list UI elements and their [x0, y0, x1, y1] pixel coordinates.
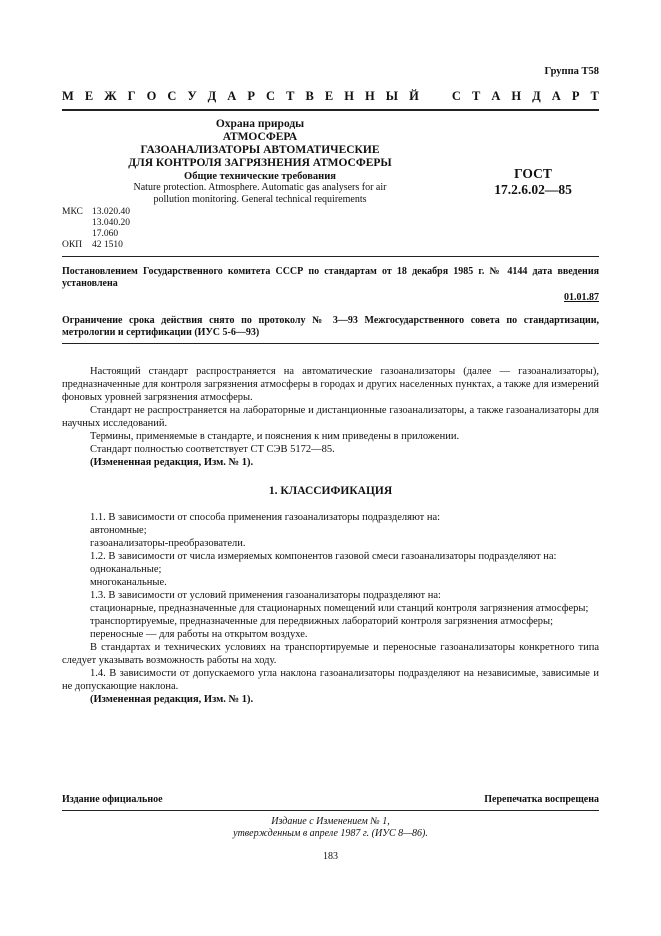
mks-code: 17.060 [92, 229, 119, 239]
group-code: Группа Т58 [544, 66, 599, 77]
banner-letter: Д [532, 89, 541, 103]
header-rule [62, 109, 599, 111]
mks-code: 13.040.20 [92, 218, 130, 228]
clause-item: автономные; [90, 525, 147, 536]
edition-note [62, 816, 599, 840]
clause: 1.3. В зависимости от условий применения газоанализаторы подразделяют на: [90, 590, 441, 601]
banner-letter: В [305, 89, 314, 103]
banner-letter: Ы [385, 89, 399, 103]
mks-label: МКС [62, 207, 83, 217]
banner-letter: Ж [104, 89, 117, 103]
clause-item: стационарные, предназначенные для стационарных помещений или станций контроля загрязнения атмосферы; [90, 603, 589, 614]
banner-letter: Т [286, 89, 295, 103]
edition-line: утвержденным в апреле 1987 г. (ИУС 8—86). [233, 828, 428, 839]
classification-codes [62, 207, 130, 251]
introduction-date: 01.01.87 [564, 292, 599, 303]
banner-letter: Н [511, 89, 522, 103]
gost-designation [458, 166, 608, 198]
banner-letter: У [187, 89, 197, 103]
title-subtitle: Общие технические требования [184, 171, 336, 182]
interstate-standard-banner [62, 89, 599, 104]
official-edition-label: Издание официальное [62, 794, 163, 805]
clause-item: транспортируемые, предназначенные для передвижных лабораторий контроля загрязнения атмосферы; [90, 616, 554, 627]
clause-item: многоканальные. [90, 577, 167, 588]
gost-label: ГОСТ [514, 166, 552, 181]
edition-line: Издание с Изменением № 1, [271, 816, 390, 827]
banner-letter: О [146, 89, 157, 103]
clause-item: газоанализаторы-преобразователи. [90, 538, 246, 549]
intro-paragraph: Стандарт полностью соответствует СТ СЭВ 5172—85. [90, 444, 335, 455]
banner-letter: С [266, 89, 276, 103]
clause: 1.4. В зависимости от допускаемого угла наклона газоанализаторы подразделяют на независимые, зависимые и не допускающие наклона. [62, 668, 599, 692]
banner-letter: Т [590, 89, 599, 103]
clause: 1.1. В зависимости от способа применения газоанализаторы подразделяют на: [90, 512, 441, 523]
english-title-line: Nature protection. Atmosphere. Automatic gas analysers for air [133, 182, 387, 193]
mks-code: 13.020.40 [92, 207, 130, 217]
banner-letter: С [451, 89, 461, 103]
banner-letter: А [227, 89, 237, 103]
footer-rule [62, 810, 599, 811]
decree-text: Постановлением Государственного комитета СССР по стандартам от 18 декабря 1985 г. № 4144 дата введения установлена [62, 266, 599, 289]
title-line: ГАЗОАНАЛИЗАТОРЫ АВТОМАТИЧЕСКИЕ [140, 144, 380, 156]
standard-title [80, 118, 440, 183]
okp-code: 42 1510 [92, 240, 123, 250]
intro-paragraph: Термины, применяемые в стандарте, и пояснения к ним приведены в приложении. [90, 431, 460, 442]
banner-letter: Р [247, 89, 255, 103]
intro-rule [62, 343, 599, 344]
banner-letter: А [551, 89, 561, 103]
banner-letter: Д [207, 89, 217, 103]
banner-letter: Н [344, 89, 354, 103]
change-note: (Измененная редакция, Изм. № 1). [90, 694, 254, 705]
banner-letter: А [491, 89, 501, 103]
banner-letter: Е [324, 89, 334, 103]
codes-rule [62, 256, 599, 257]
page-number: 183 [323, 851, 338, 862]
intro-paragraph: Настоящий стандарт распространяется на автоматические газоанализаторы (далее — газоанализаторы), предназначенные для контроля загрязнения атмосферы в городах и других населенных пунктах, а также для измерений фоновых уровней загрязнения атмосферы. [62, 366, 599, 403]
banner-letter: Г [127, 89, 136, 103]
clause: В стандартах и технических условиях на транспортируемые и переносные газоанализаторы конкретного типа следует указывать возможность работы на ходу. [62, 642, 599, 666]
banner-letter: Й [409, 89, 419, 103]
clause: 1.2. В зависимости от числа измеряемых компонентов газовой смеси газоанализаторы подразделяют на: [90, 551, 557, 562]
banner-letter: С [167, 89, 177, 103]
banner-letter: Н [364, 89, 375, 103]
intro-paragraph: Стандарт не распространяется на лабораторные и дистанционные газоанализаторы, а также газоанализаторы для научных исследований. [62, 405, 599, 429]
title-line: ДЛЯ КОНТРОЛЯ ЗАГРЯЗНЕНИЯ АТМОСФЕРЫ [128, 157, 392, 169]
english-title-line: pollution monitoring. General technical requirements [153, 194, 367, 205]
clause-item: одноканальные; [90, 564, 162, 575]
intro-block [62, 365, 599, 469]
classification-block [62, 511, 599, 706]
banner-letter: Р [571, 89, 580, 103]
banner-letter: Е [84, 89, 94, 103]
change-note: (Измененная редакция, Изм. № 1). [90, 457, 254, 468]
title-line: Охрана природы [215, 118, 305, 130]
banner-letter: М [62, 89, 74, 103]
okp-label: ОКП [62, 240, 83, 250]
gost-number: 17.2.6.02—85 [494, 182, 572, 197]
limitation-note: Ограничение срока действия снято по протоколу № 3—93 Межгосударственного совета по стандартизации, метрологии и сертификации (ИУС 5-6—93) [62, 315, 599, 338]
section-title: 1. КЛАССИФИКАЦИЯ [268, 485, 393, 497]
banner-letter: Т [471, 89, 481, 103]
english-title [80, 182, 440, 206]
reprint-prohibited-label: Перепечатка воспрещена [484, 794, 599, 805]
clause-item: переносные — для работы на открытом воздухе. [90, 629, 308, 640]
title-line: АТМОСФЕРА [222, 131, 298, 143]
